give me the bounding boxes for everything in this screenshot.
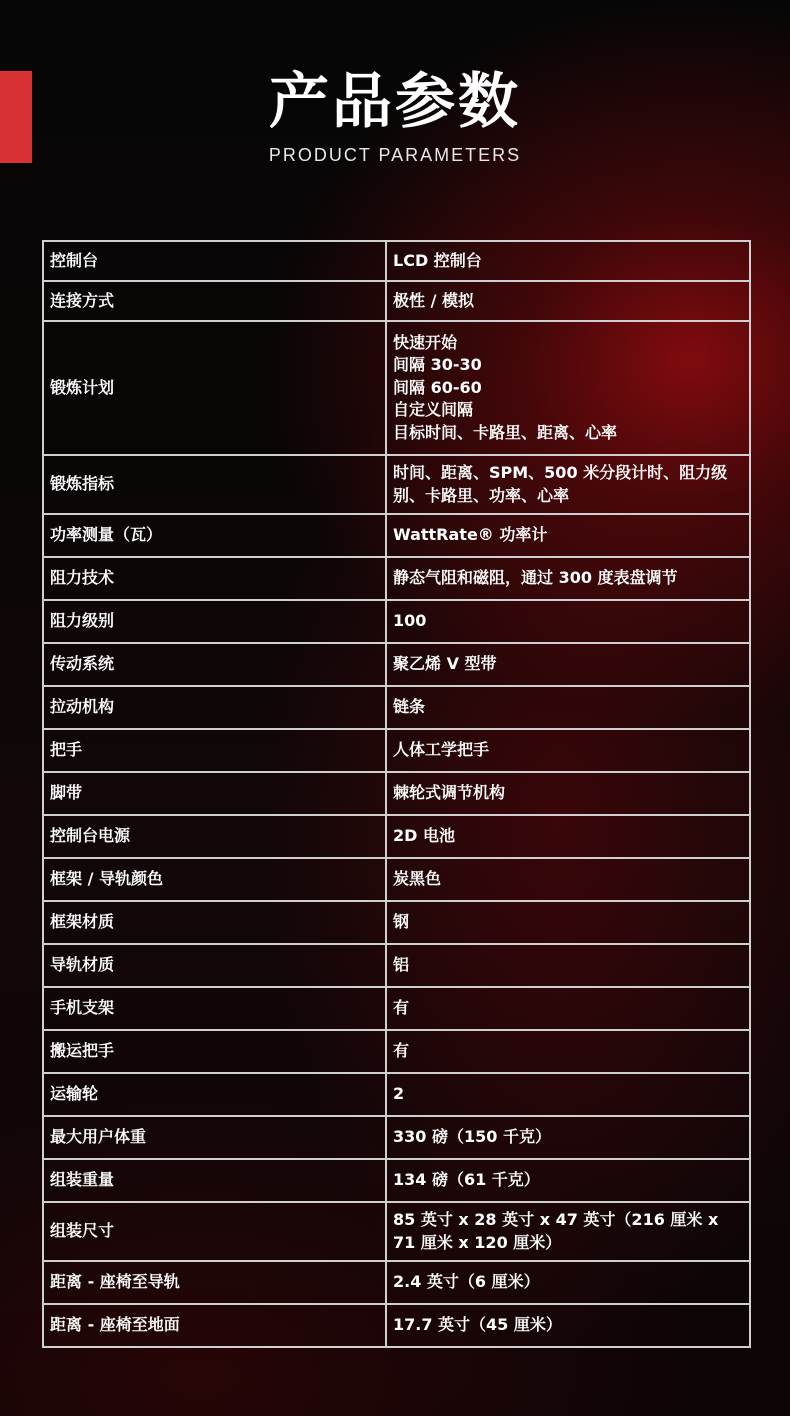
spec-row [43,858,750,901]
spec-value: 有 [393,1041,410,1061]
spec-label: 组装重量 [43,1159,386,1202]
spec-value-cell [386,1073,750,1116]
spec-row [43,944,750,987]
spec-row [43,643,750,686]
spec-value-cell [386,686,750,729]
spec-row [43,1202,750,1261]
spec-row [43,1261,750,1304]
spec-table [42,240,751,1348]
spec-value: 炭黑色 [393,869,442,889]
spec-value-cell [386,455,750,514]
spec-label: 距离 - 座椅至地面 [43,1304,386,1347]
spec-row [43,241,750,281]
spec-row [43,1159,750,1202]
spec-value-cell [386,241,750,281]
spec-row [43,815,750,858]
spec-row [43,1304,750,1347]
page-subtitle: PRODUCT PARAMETERS [268,145,522,165]
spec-value: 85 英寸 x 28 英寸 x 47 英寸（216 厘米 x 71 厘米 x 120 厘米） [393,1210,719,1252]
spec-value: WattRate® 功率计 [393,525,548,545]
spec-value: LCD 控制台 [393,250,482,270]
spec-label: 距离 - 座椅至导轨 [43,1261,386,1304]
spec-label: 手机支架 [43,987,386,1030]
spec-label: 阻力级别 [43,600,386,643]
spec-value: 目标时间、卡路里、距离、心率 [393,422,618,442]
spec-row [43,600,750,643]
spec-value: 时间、距离、SPM、500 米分段计时、阻力级别、卡路里、功率、心率 [393,463,728,505]
spec-value-cell [386,643,750,686]
spec-value-cell [386,600,750,643]
spec-row [43,772,750,815]
spec-row [43,557,750,600]
spec-row [43,321,750,455]
spec-row [43,1073,750,1116]
spec-table-body [43,241,750,1347]
spec-value: 静态气阻和磁阻，通过 300 度表盘调节 [393,568,678,588]
spec-value: 人体工学把手 [393,740,490,760]
spec-value: 2 [393,1084,405,1104]
spec-row [43,729,750,772]
spec-value-cell [386,281,750,321]
spec-label: 连接方式 [43,281,386,321]
spec-value: 134 磅（61 千克） [393,1170,540,1190]
spec-row [43,987,750,1030]
spec-row [43,901,750,944]
spec-label: 框架材质 [43,901,386,944]
spec-value: 17.7 英寸（45 厘米） [393,1315,562,1335]
spec-label: 传动系统 [43,643,386,686]
spec-value-cell [386,944,750,987]
spec-value-cell [386,1261,750,1304]
page-title: 产品参数 [269,67,521,137]
spec-row [43,1116,750,1159]
spec-value: 铝 [393,955,410,975]
spec-label: 拉动机构 [43,686,386,729]
spec-value-cell [386,901,750,944]
spec-row [43,281,750,321]
spec-label: 框架 / 导轨颜色 [43,858,386,901]
spec-value: 钢 [393,912,410,932]
spec-value-cell [386,1202,750,1261]
spec-value-cell [386,987,750,1030]
spec-value-cell [386,815,750,858]
spec-label: 脚带 [43,772,386,815]
spec-value-cell [386,514,750,557]
spec-label: 最大用户体重 [43,1116,386,1159]
spec-value: 链条 [393,697,426,717]
spec-value-cell [386,858,750,901]
spec-value: 330 磅（150 千克） [393,1127,551,1147]
spec-label: 功率测量（瓦） [43,514,386,557]
spec-row [43,1030,750,1073]
spec-label: 运输轮 [43,1073,386,1116]
spec-value: 有 [393,998,410,1018]
spec-value-cell [386,1159,750,1202]
spec-value: 自定义间隔 [393,400,474,420]
spec-value-cell [386,557,750,600]
spec-value: 棘轮式调节机构 [393,783,506,803]
spec-value-cell [386,1304,750,1347]
spec-label: 组装尺寸 [43,1202,386,1261]
spec-label: 导轨材质 [43,944,386,987]
spec-value-cell [386,772,750,815]
spec-value: 聚乙烯 V 型带 [393,654,497,674]
spec-value-cell [386,1030,750,1073]
spec-label: 锻炼计划 [43,321,386,455]
spec-value: 100 [393,611,427,631]
spec-label: 把手 [43,729,386,772]
spec-label: 控制台电源 [43,815,386,858]
spec-row [43,455,750,514]
spec-row [43,514,750,557]
spec-value: 2.4 英寸（6 厘米） [393,1272,540,1292]
spec-label: 搬运把手 [43,1030,386,1073]
spec-value-cell [386,321,750,455]
spec-value: 快速开始 [393,332,458,352]
spec-label: 锻炼指标 [43,455,386,514]
spec-label: 阻力技术 [43,557,386,600]
spec-value-cell [386,1116,750,1159]
spec-value: 间隔 30-30 [393,355,482,375]
spec-label: 控制台 [43,241,386,281]
spec-value: 极性 / 模拟 [393,290,474,310]
spec-row [43,686,750,729]
spec-value-cell [386,729,750,772]
spec-value: 2D 电池 [393,826,455,846]
spec-value: 间隔 60-60 [393,377,482,397]
